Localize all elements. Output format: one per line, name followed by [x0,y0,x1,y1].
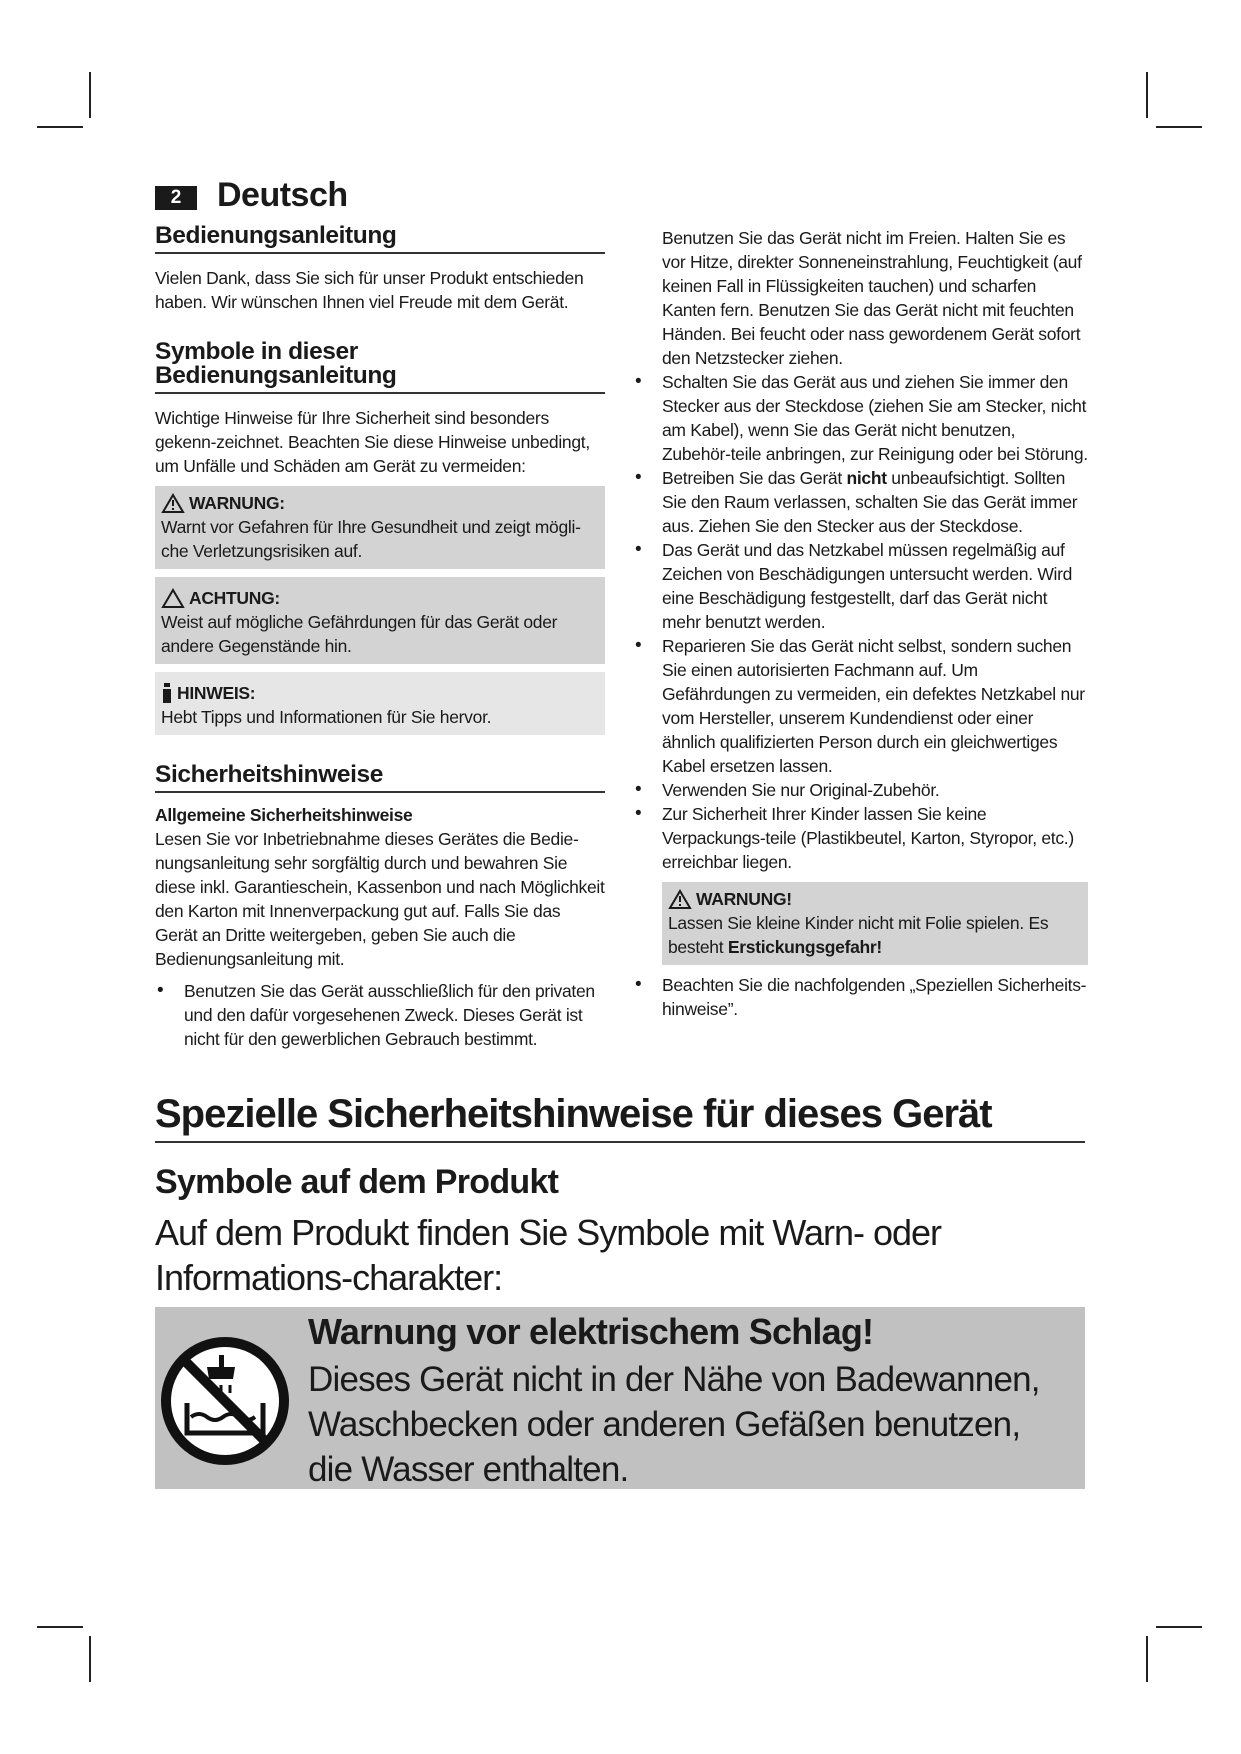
suffocation-warning-text: Lassen Sie kleine Kinder nicht mit Folie spielen. Es besteht Erstickungsgefahr! [668,913,1049,957]
list-item: • Beachten Sie die nachfolgenden „Speziellen Sicherheits-hinweise”. [633,973,1088,1021]
warning-triangle-icon [161,493,185,514]
manual-heading: Bedienungsanleitung [155,224,605,254]
right-column [633,226,1088,1021]
warning-note [155,486,605,569]
left-bullet-list [155,979,605,1051]
caution-text: Weist auf mögliche Gefährdungen für das Gerät oder andere Gegenstände hin. [161,612,558,656]
crop-mark [89,72,91,118]
page-number: 2 [155,186,197,210]
caution-note [155,577,605,664]
caution-title: ACHTUNG: [189,588,280,608]
suffocation-warning-note [662,882,1088,965]
crop-mark [1156,1626,1202,1628]
crop-mark [1156,126,1202,128]
emphasis-not: nicht [846,468,887,488]
hint-note [155,672,605,735]
list-item: • Zur Sicherheit Ihrer Kinder lassen Sie keine Verpackungs-teile (Plastikbeutel, Karton, Styropor, etc.) erreichbar liegen. [633,802,1088,874]
list-item: • Betreiben Sie das Gerät nicht unbeaufsichtigt. Sollten Sie den Raum verlassen, schalten Sie das Gerät immer aus. Ziehen Sie den Stecker aus der Steckdose. [633,466,1088,538]
crop-mark [37,126,83,128]
crop-mark [1146,72,1148,118]
product-symbols-heading: Symbole auf dem Produkt [155,1163,559,1201]
right-bullet-list [633,370,1088,874]
hint-title: HINWEIS: [177,683,256,703]
continuation-text: Benutzen Sie das Gerät nicht im Freien. Halten Sie es vor Hitze, direkter Sonneneinstrahlung, Feuchtigkeit (auf keinen Fall in Flüssigkeiten tauchen) und scharfen Kanten fern. Benutzen Sie das Gerät nicht mit feuchten Händen. Bei feucht oder nass gewordenem Gerät sofort den Netzstecker ziehen. [662,228,1082,368]
general-safety-text: Lesen Sie vor Inbetriebnahme dieses Gerätes die Bedie-nungsanleitung sehr sorgfältig durch und bewahren Sie diese inkl. Garantieschein, Kassenbon und nach Möglichkeit den Karton mit Innenverpackung gut auf. Falls Sie das Gerät an Dritte weitergeben, geben Sie auch die Bedienungsanleitung mit. [155,829,605,969]
electric-shock-warning-title: Warnung vor elektrischem Schlag! [308,1311,874,1352]
warning-text: Warnt vor Gefahren für Ihre Gesundheit und zeigt mögli-che Verletzungsrisiken auf. [161,517,581,561]
language-heading: Deutsch [217,176,348,214]
symbols-text: Wichtige Hinweise für Ihre Sicherheit sind besonders gekenn-zeichnet. Beachten Sie diese Hinweise unbedingt, um Unfälle und Schäden am Gerät zu vermeiden: [155,408,590,476]
electric-shock-warning-box [155,1307,1085,1489]
list-item: • Benutzen Sie das Gerät ausschließlich für den privaten und den dafür vorgesehenen Zweck. Dieses Gerät ist nicht für den gewerblichen Gebrauch bestimmt. [155,979,605,1051]
symbols-heading: Symbole in dieser Bedienungsanleitung [155,340,605,394]
safety-heading: Sicherheitshinweise [155,763,605,793]
no-bath-icon [157,1333,293,1469]
caution-triangle-icon [161,588,185,609]
electric-shock-warning-text: Dieses Gerät nicht in der Nähe von Badewannen, Waschbecken oder anderen Gefäßen benutzen, die Wasser enthalten. [308,1360,1040,1489]
hint-text: Hebt Tipps und Informationen für Sie hervor. [161,707,492,727]
product-symbols-text: Auf dem Produkt finden Sie Symbole mit Warn- oder Informations-charakter: [155,1212,942,1298]
list-item: • Das Gerät und das Netzkabel müssen regelmäßig auf Zeichen von Beschädigungen untersucht werden. Wird eine Beschädigung festgestellt, darf das Gerät nicht mehr benutzt werden. [633,538,1088,634]
list-item: • Reparieren Sie das Gerät nicht selbst, sondern suchen Sie einen autorisierten Fachmann auf. Um Gefährdungen zu vermeiden, ein defektes Netzkabel nur vom Hersteller, unserem Kundendienst oder einer ähnlich qualifizierten Person durch ein gleichwertiges Kabel ersetzen lassen. [633,634,1088,778]
general-safety-heading: Allgemeine Sicherheitshinweise [155,805,413,825]
crop-mark [1146,1636,1148,1682]
list-item: • Schalten Sie das Gerät aus und ziehen Sie immer den Stecker aus der Steckdose (ziehen Sie am Stecker, nicht am Kabel), wenn Sie das Gerät nicht benutzen, Zubehör-teile anbringen, zur Reinigung oder bei Störung. [633,370,1088,466]
intro-text: Vielen Dank, dass Sie sich für unser Produkt entschieden haben. Wir wünschen Ihnen viel Freude mit dem Gerät. [155,268,584,312]
left-column [155,224,605,1051]
special-safety-title: Spezielle Sicherheitshinweise für dieses Gerät [155,1092,1085,1143]
crop-mark [89,1636,91,1682]
warning-title: WARNUNG! [696,889,792,909]
warning-title: WARNUNG: [189,493,285,513]
list-item: • Verwenden Sie nur Original-Zubehör. [633,778,1088,802]
warning-triangle-icon [668,889,692,910]
crop-mark [37,1626,83,1628]
info-icon [161,683,173,703]
